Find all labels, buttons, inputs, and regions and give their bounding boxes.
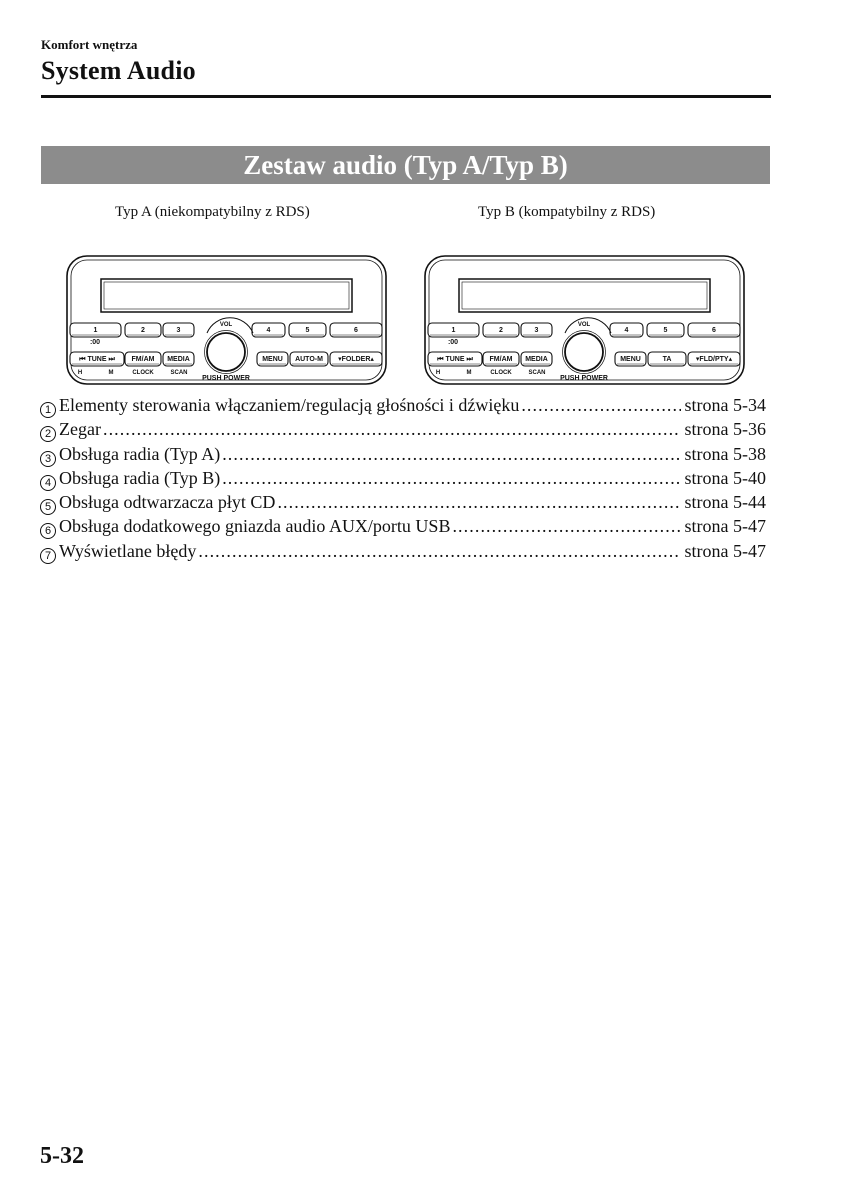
folder-button-label: ▾FLD/PTY▴ [695,356,733,363]
dot-leader [521,393,680,417]
contents-item-page: strona 5-44 [684,492,766,513]
preset-2-button-label: 2 [141,327,145,334]
menu-button-label: MENU [620,356,641,363]
number-badge: 4 [40,475,56,491]
media-button-label: MEDIA [525,356,548,363]
fm-am-button-label: FM/AM [489,356,513,363]
contents-item-text: Obsługa radia (Typ A) [59,443,221,464]
menu-button-label: MENU [262,356,283,363]
contents-item[interactable] [40,490,766,514]
contents-item-page: strona 5-36 [684,419,766,440]
dot-leader [222,442,680,466]
h-label: H [77,370,83,376]
contents-item-page: strona 5-38 [684,443,766,464]
contents-item-page: strona 5-40 [684,467,766,488]
section-banner: Zestaw audio (Typ A/Typ B) [41,146,770,184]
number-badge: 5 [40,499,56,515]
page-title: System Audio [41,56,196,85]
push-power-label: PUSH POWER [202,375,250,382]
dot-leader [198,539,680,563]
dot-leader [452,514,680,538]
radio-faceplate [66,255,387,385]
h-label: H [435,370,441,376]
dot-leader [222,466,680,490]
contents-item-text: Obsługa dodatkowego gniazda audio AUX/portu USB [59,516,451,537]
caption-type-b: Typ B (kompatybilny z RDS) [478,204,656,220]
tune-button-label: ⏮ TUNE ⏭ [79,356,115,363]
vol-label: VOL [219,322,233,328]
preset-3-button-label: 3 [176,327,181,334]
contents-item[interactable] [40,514,766,538]
radio-unit-type-b [424,255,745,385]
m-label: M [466,370,472,376]
contents-list [40,393,766,563]
preset-1-sub-label: :00 [89,339,101,346]
contents-item[interactable] [40,393,766,417]
contents-item-text: Obsługa odtwarzacza płyt CD [59,492,276,513]
dot-leader [277,490,680,514]
caption-type-a: Typ A (niekompatybilny z RDS) [115,204,310,220]
preset-5-button-label: 5 [663,327,668,334]
preset-5-button-label: 5 [305,327,310,334]
number-badge: 1 [40,402,56,418]
contents-item-text: Zegar [59,419,101,440]
preset-4-button-label: 4 [624,327,629,334]
preset-6-button-label: 6 [354,327,358,334]
mode-button-label: TA [662,356,672,363]
contents-item-text: Obsługa radia (Typ B) [59,467,221,488]
display-screen [101,279,352,312]
contents-item-page: strona 5-47 [684,516,766,537]
mode-button-label: AUTO-M [295,356,323,363]
push-power-label: PUSH POWER [560,375,608,382]
preset-1-sub-label: :00 [447,339,459,346]
page-number: 5-32 [40,1143,84,1169]
scan-label: SCAN [170,370,188,376]
contents-item[interactable] [40,539,766,563]
media-button-label: MEDIA [167,356,190,363]
preset-3-button-label: 3 [534,327,539,334]
preset-1-button-label: 1 [93,327,98,334]
m-label: M [108,370,114,376]
clock-label: CLOCK [132,370,154,376]
number-badge: 7 [40,548,56,564]
scan-label: SCAN [528,370,546,376]
clock-label: CLOCK [490,370,512,376]
vol-label: VOL [577,322,591,328]
volume-knob[interactable] [565,333,603,371]
volume-knob[interactable] [207,333,245,371]
contents-item[interactable] [40,442,766,466]
contents-item[interactable] [40,417,766,441]
preset-1-button-label: 1 [451,327,456,334]
contents-item-page: strona 5-34 [684,395,766,415]
preset-6-button-label: 6 [712,327,716,334]
fm-am-button-label: FM/AM [131,356,155,363]
tune-button-label: ⏮ TUNE ⏭ [437,356,473,363]
title-rule [41,95,771,98]
section-label: Komfort wnętrza [41,37,138,52]
number-badge: 2 [40,426,56,442]
dot-leader [103,417,681,441]
preset-4-button-label: 4 [266,327,271,334]
contents-item-text: Elementy sterowania włączaniem/regulacją głośności i dźwięku [59,395,520,415]
contents-item-page: strona 5-47 [684,540,766,561]
preset-2-button-label: 2 [499,327,503,334]
radio-unit-type-a [66,255,387,385]
contents-item-text: Wyświetlane błędy [59,540,197,561]
folder-button-label: ▾FOLDER▴ [338,356,374,363]
radio-faceplate [424,255,745,385]
number-badge: 3 [40,451,56,467]
number-badge: 6 [40,523,56,539]
display-screen [459,279,710,312]
contents-item[interactable] [40,466,766,490]
